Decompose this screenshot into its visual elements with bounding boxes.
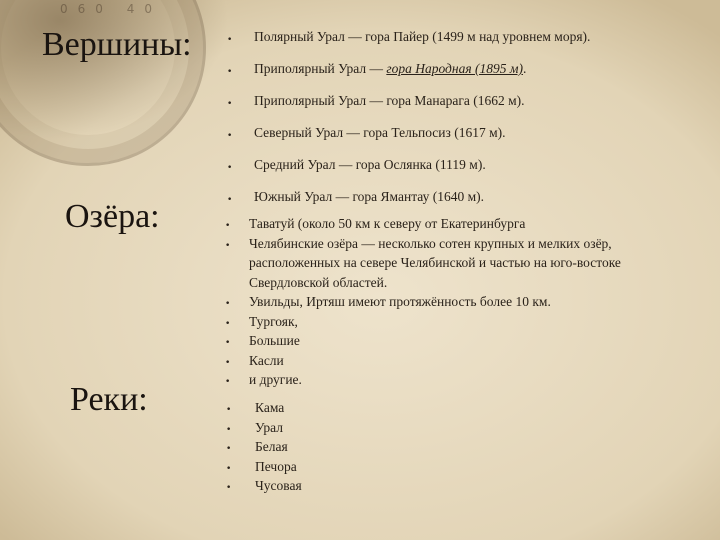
lake-text: Таватуй (около 50 км к северу от Екатеринбурга — [249, 216, 526, 231]
bullet-icon: • — [226, 405, 232, 415]
lakes-list — [222, 214, 692, 390]
peaks-list — [227, 28, 697, 220]
bullet-icon: • — [225, 221, 231, 231]
list-item — [226, 398, 526, 418]
river-text: Кама — [255, 400, 285, 415]
peak-text: Приполярный Урал — гора Манарага (1662 м). — [254, 93, 525, 108]
peak-text-prefix: Приполярный Урал — — [254, 61, 387, 76]
list-item — [222, 351, 692, 371]
river-text: Урал — [255, 419, 283, 435]
lake-text: Большие — [249, 333, 300, 348]
river-text: Чусовая — [255, 478, 302, 493]
bullet-icon: • — [227, 99, 233, 109]
bullet-icon: • — [227, 195, 233, 205]
bullet-icon: • — [227, 35, 233, 45]
list-item — [226, 476, 526, 496]
list-item — [222, 292, 692, 312]
bullet-icon: • — [227, 163, 233, 173]
bullet-icon: • — [226, 483, 232, 493]
lake-text: Касли — [249, 352, 284, 368]
list-item — [227, 60, 697, 92]
compass-decoration — [0, 0, 206, 166]
list-item — [226, 418, 526, 438]
list-item — [227, 156, 697, 188]
peak-text: Южный Урал — гора Ямантау (1640 м). — [254, 189, 485, 204]
heading-lakes: Озёра: — [65, 198, 160, 235]
bullet-icon: • — [225, 338, 231, 348]
bullet-icon: • — [227, 131, 233, 141]
peak-text-suffix: . — [522, 61, 527, 76]
lake-text: Челябинские озёра — несколько сотен крупных и мелких озёр, расположенных на севере Челябинской и частью на юго-востоке Свердловской областей. — [249, 235, 621, 290]
peak-text: Северный Урал — гора Тельпосиз (1617 м). — [254, 125, 506, 140]
lake-text: Тургояк, — [249, 313, 298, 329]
list-item — [226, 437, 526, 457]
bullet-icon: • — [225, 240, 231, 251]
bullet-icon: • — [226, 444, 232, 454]
list-item — [222, 234, 692, 293]
bullet-icon: • — [225, 377, 231, 387]
list-item — [222, 331, 692, 351]
bullet-icon: • — [227, 67, 233, 77]
list-item — [222, 214, 692, 234]
bullet-icon: • — [226, 424, 232, 435]
list-item — [222, 312, 692, 332]
lake-text: Увильды, Иртяш имеют протяжённость более 10 км. — [249, 294, 551, 309]
bullet-icon: • — [226, 463, 232, 474]
list-item — [222, 370, 692, 390]
heading-peaks: Вершины: — [42, 26, 192, 63]
bullet-icon: • — [225, 299, 231, 309]
lake-text: и другие. — [249, 372, 302, 387]
peak-text: Средний Урал — гора Ослянка (1119 м). — [254, 157, 486, 172]
peak-link-text: гора Народная (1895 м) — [386, 61, 523, 76]
rivers-list — [226, 398, 526, 496]
heading-rivers: Реки: — [70, 381, 148, 418]
list-item — [227, 28, 697, 60]
peak-text: Полярный Урал — гора Пайер (1499 м над уровнем моря). — [254, 29, 591, 44]
bullet-icon: • — [225, 318, 231, 329]
river-text: Печора — [255, 458, 297, 474]
river-text: Белая — [255, 439, 288, 454]
list-item — [227, 92, 697, 124]
bullet-icon: • — [225, 357, 231, 368]
list-item — [227, 124, 697, 156]
list-item — [226, 457, 526, 477]
compass-numbers: 060 40 — [60, 2, 162, 16]
